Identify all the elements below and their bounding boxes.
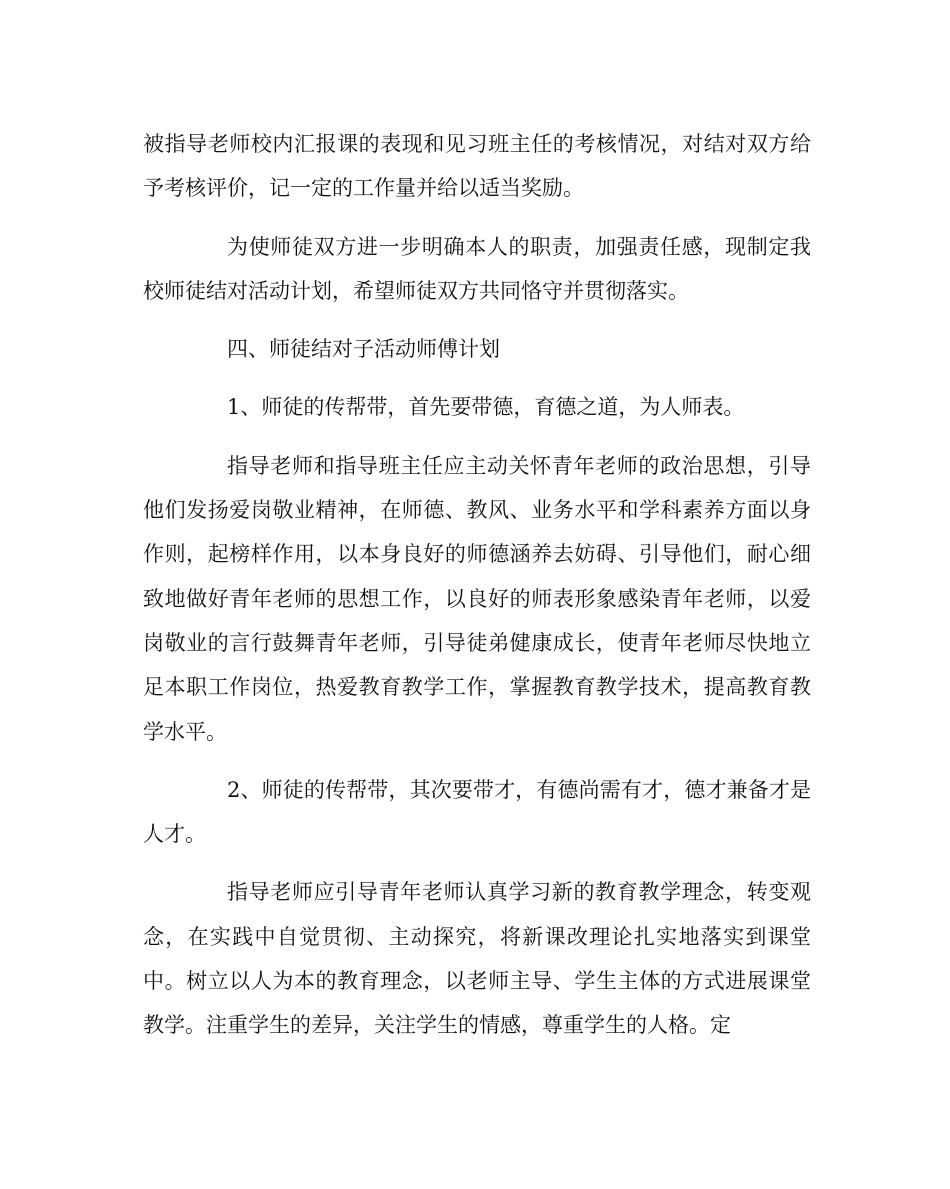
document-body [143, 122, 811, 1062]
paragraph-2: 为使师徒双方进一步明确本人的职责，加强责任感，现制定我校师徒结对活动计划，希望师徒双方共同恪守并贯彻落实。 [143, 234, 811, 303]
paragraph-5: 2、师徒的传帮带，其次要带才，有德尚需有才，德才兼备才是人才。 [143, 777, 811, 847]
paragraph-1: 被指导老师校内汇报课的表现和见习班主任的考核情况，对结对双方给予考核评价，记一定的工作量并给以适当奖励。 [143, 132, 811, 201]
paragraph-3: 1、师徒的传帮带，首先要带德，育德之道，为人师表。 [227, 395, 745, 420]
paragraph-6: 指导老师应引导青年老师认真学习新的教育教学理念，转变观念，在实践中自觉贯彻、主动探究，将新课改理论扎实地落实到课堂中。树立以人为本的教育理念，以老师主导、学生主体的方式进展课堂教学。注重学生的差异，关注学生的情感，尊重学生的人格。定 [143, 880, 811, 1038]
paragraph-4: 指导老师和指导班主任应主动关怀青年老师的政治思想，引导他们发扬爱岗敬业精神，在师德、教风、业务水平和学科素养方面以身作则，起榜样作用，以本身良好的师德涵养去妨碍、引导他们，耐心细致地做好青年老师的思想工作，以良好的师表形象感染青年老师，以爱岗敬业的言行鼓舞青年老师，引导徒弟健康成长，使青年老师尽快地立足本职工作岗位，热爱教育教学工作，掌握教育教学技术，提高教育教学水平。 [143, 453, 811, 744]
section-heading-4: 四、师徒结对子活动师傅计划 [227, 337, 500, 362]
